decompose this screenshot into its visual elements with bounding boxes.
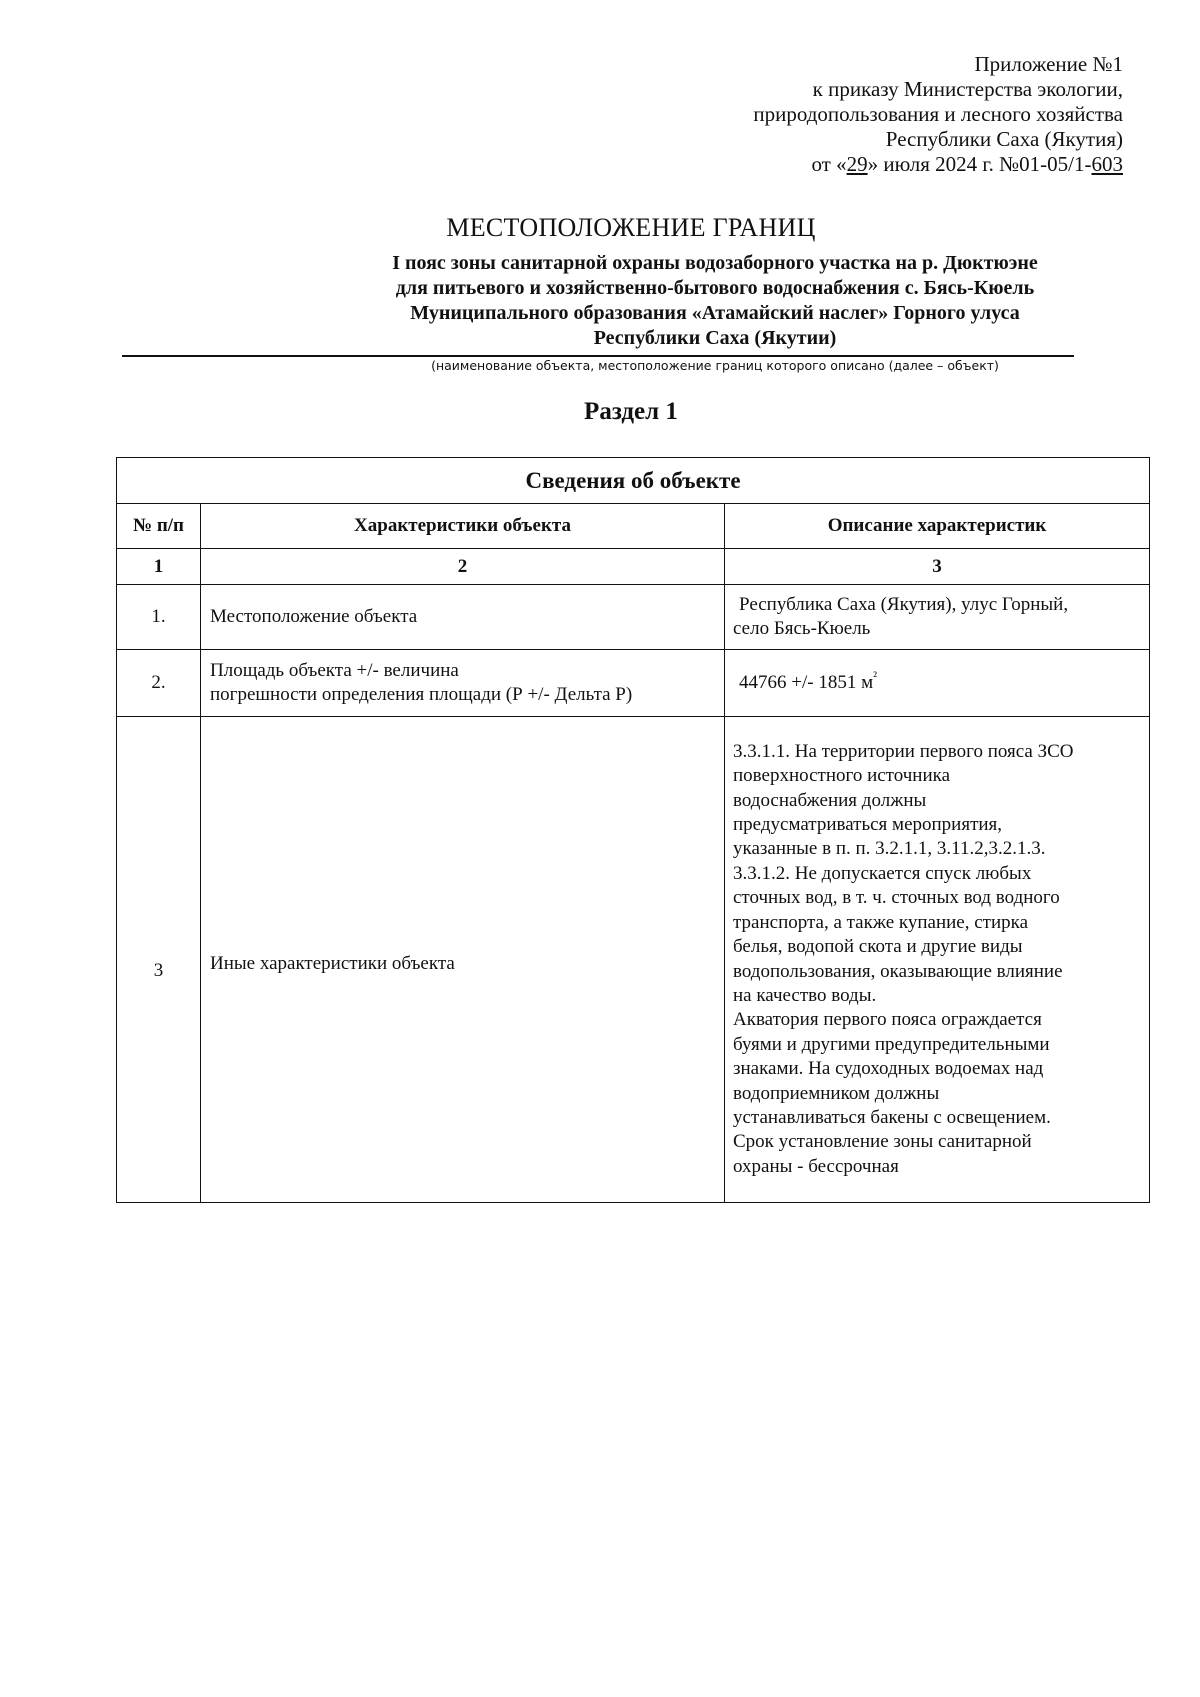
row-number: 2. <box>117 650 201 717</box>
row-number: 3 <box>117 717 201 1203</box>
description-line: буями и другими предупредительными <box>733 1033 1050 1055</box>
appendix-line: Республики Саха (Якутия) <box>885 127 1123 151</box>
appendix-order-line <box>753 152 1123 177</box>
row-characteristic: Иные характеристики объекта <box>201 717 725 1203</box>
description-line: сточных вод, в т. ч. сточных вод водного <box>733 887 1060 909</box>
row-description <box>725 717 1150 1203</box>
description-line: транспорта, а также купание, стирка <box>733 911 1029 933</box>
area-unit-superscript: ² <box>873 668 878 684</box>
description-line: Акватория первого пояса ограждается <box>733 1009 1042 1031</box>
column-header-number: № п/п <box>117 504 201 549</box>
description-line: охраны - бессрочная <box>733 1155 899 1177</box>
description-line: село Бясь-Кюель <box>733 618 871 639</box>
characteristic-line: Площадь объекта +/- величина <box>210 659 459 681</box>
document-title: МЕСТОПОЛОЖЕНИЕ ГРАНИЦ <box>446 213 816 242</box>
column-number: 1 <box>117 549 201 585</box>
row-characteristic: Местоположение объекта <box>201 585 725 650</box>
description-line: поверхностного источника <box>733 765 951 787</box>
description-line: белья, водопой скота и другие виды <box>733 936 1023 958</box>
appendix-line: природопользования и лесного хозяйства <box>753 102 1123 126</box>
order-number: 603 <box>1091 152 1123 176</box>
description-line: устанавливаться бакены с освещением. <box>733 1106 1051 1128</box>
object-name <box>120 251 1200 351</box>
table-title: Сведения об объекте <box>117 458 1150 504</box>
table-row <box>117 717 1150 1203</box>
object-name-line: для питьевого и хозяйственно-бытового водоснабжения с. Бясь-Кюель <box>395 277 1035 299</box>
row-description <box>725 650 1150 717</box>
order-day: 29 <box>846 152 868 176</box>
order-date-prefix: от « <box>811 152 847 176</box>
underline-rule <box>122 355 1074 357</box>
appendix-line: Приложение №1 <box>974 52 1123 76</box>
column-number: 3 <box>725 549 1150 585</box>
description-line: знаками. На судоходных водоемах над <box>733 1058 1044 1080</box>
row-number: 1. <box>117 585 201 650</box>
description-line: Республика Саха (Якутия), улус Горный, <box>739 593 1069 615</box>
description-line: 3.3.1.2. Не допускается спуск любых <box>733 862 1032 884</box>
description-line: Срок установление зоны санитарной <box>733 1131 1032 1153</box>
characteristic-line: погрешности определения площади (Р +/- Дельта Р) <box>210 684 633 705</box>
section-title: Раздел 1 <box>584 398 678 425</box>
column-header-characteristics: Характеристики объекта <box>201 504 725 549</box>
object-name-line: I пояс зоны санитарной охраны водозаборного участка на р. Дюктюэне <box>392 252 1038 274</box>
description-line: водоснабжения должны <box>733 789 927 811</box>
area-value: 44766 +/- 1851 м <box>739 672 874 693</box>
table-row <box>117 650 1150 717</box>
table-row <box>117 585 1150 650</box>
object-name-line: Республики Саха (Якутии) <box>593 327 837 349</box>
order-date-middle: » июля 2024 г. №01-05/1- <box>867 152 1092 176</box>
column-number-row <box>117 549 1150 585</box>
table-header-row <box>117 504 1150 549</box>
object-name-line: Муниципального образования «Атамайский наслег» Горного улуса <box>410 302 1020 324</box>
object-info-table <box>116 457 1150 1203</box>
description-line: водоприемником должны <box>733 1082 940 1104</box>
appendix-line: к приказу Министерства экологии, <box>812 77 1123 101</box>
description-line: указанные в п. п. 3.2.1.1, 3.11.2,3.2.1.3. <box>733 838 1046 860</box>
description-line: 3.3.1.1. На территории первого пояса ЗСО <box>733 740 1074 762</box>
description-line: на качество воды. <box>733 984 877 1006</box>
appendix-header <box>753 52 1123 177</box>
object-caption: (наименование объекта, местоположение границ которого описано (далее – объект) <box>431 358 999 373</box>
row-description <box>725 585 1150 650</box>
column-number: 2 <box>201 549 725 585</box>
description-line: предусматриваться мероприятия, <box>733 814 1003 836</box>
description-line: водопользования, оказывающие влияние <box>733 960 1063 982</box>
row-characteristic <box>201 650 725 717</box>
column-header-description: Описание характеристик <box>725 504 1150 549</box>
